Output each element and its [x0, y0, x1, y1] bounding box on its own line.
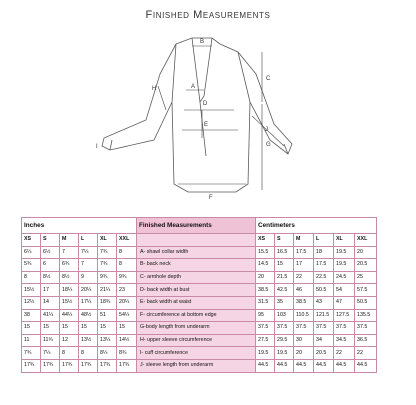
inches-value: 13¼	[98, 334, 117, 347]
centimeters-value: 30	[294, 334, 314, 347]
inches-value: 11¾	[41, 334, 60, 347]
inches-value: 17¾	[22, 359, 41, 372]
size-cell: L	[79, 234, 98, 247]
inches-value: 48½	[79, 309, 98, 322]
centimeters-value: 20.5	[355, 259, 377, 272]
inches-value: 17¾	[60, 359, 79, 372]
centimeters-value: 42.5	[275, 284, 294, 297]
centimeters-value: 103	[275, 309, 294, 322]
centimeters-value: 37.5	[355, 322, 377, 335]
inches-value: 20¼	[79, 284, 98, 297]
centimeters-value: 37.5	[275, 322, 294, 335]
table-row	[22, 296, 377, 309]
finished-measurements-header: Finished Measurements	[137, 218, 256, 234]
inches-value: 15	[22, 322, 41, 335]
table-row	[22, 271, 377, 284]
centimeters-value: 44.5	[256, 359, 275, 372]
centimeters-value: 20	[294, 347, 314, 360]
inches-value: 12½	[22, 296, 41, 309]
table-row	[22, 334, 377, 347]
inches-value: 15	[98, 322, 117, 335]
centimeters-value: 95	[256, 309, 275, 322]
inches-value: 14	[41, 296, 60, 309]
centimeters-value: 16.5	[275, 246, 294, 259]
measurement-label: A- shawl collar width	[137, 246, 256, 259]
measurement-label: H- upper sleeve circumference	[137, 334, 256, 347]
table-row	[22, 322, 377, 335]
table-row	[22, 347, 377, 360]
size-cell: XL	[334, 234, 355, 247]
inches-value: 54¼	[117, 309, 137, 322]
inches-value: 17¾	[41, 359, 60, 372]
size-cell: XL	[98, 234, 117, 247]
inches-value: 15	[60, 322, 79, 335]
centimeters-value: 19.5	[256, 347, 275, 360]
centimeters-value: 44.5	[294, 359, 314, 372]
inches-value: 23	[117, 284, 137, 297]
measurement-label: C- armhole depth	[137, 271, 256, 284]
centimeters-value: 44.5	[355, 359, 377, 372]
centimeters-value: 34.5	[334, 334, 355, 347]
inches-value: 9	[79, 271, 98, 284]
size-cell: M	[294, 234, 314, 247]
inches-value: 17¼	[79, 296, 98, 309]
centimeters-value: 17.5	[314, 259, 334, 272]
centimeters-value: 44.5	[314, 359, 334, 372]
table-row	[22, 359, 377, 372]
inches-header: Inches	[22, 218, 137, 234]
inches-value: 8½	[41, 271, 60, 284]
centimeters-value: 38.5	[294, 296, 314, 309]
inches-value: 7¾	[22, 347, 41, 360]
centimeters-value: 19.5	[334, 259, 355, 272]
size-cell: XXL	[355, 234, 377, 247]
centimeters-value: 46	[294, 284, 314, 297]
inches-value: 44¼	[60, 309, 79, 322]
inches-value: 17¾	[79, 359, 98, 372]
measurement-label: E- back width at waist	[137, 296, 256, 309]
size-label-spacer	[137, 234, 256, 247]
centimeters-value: 21.5	[275, 271, 294, 284]
centimeters-value: 37.5	[256, 322, 275, 335]
inches-value: 20¼	[117, 296, 137, 309]
centimeters-value: 20	[355, 246, 377, 259]
garment-schematic	[88, 34, 338, 206]
centimeters-value: 121.5	[314, 309, 334, 322]
centimeters-value: 31.5	[256, 296, 275, 309]
centimeters-value: 22	[334, 347, 355, 360]
table-header-row	[22, 218, 377, 234]
inches-value: 15½	[22, 284, 41, 297]
inches-value: 9¾	[98, 271, 117, 284]
centimeters-value: 37.5	[334, 322, 355, 335]
sizes-row	[22, 234, 377, 247]
page-title: Finished Measurements	[145, 9, 271, 21]
inches-value: 21¼	[98, 284, 117, 297]
centimeters-value: 27.5	[256, 334, 275, 347]
measurement-label: J- sleeve length from underarm	[137, 359, 256, 372]
centimeters-value: 37.5	[314, 322, 334, 335]
inches-value: 51	[98, 309, 117, 322]
inches-value: 17	[41, 284, 60, 297]
inches-value: 8¼	[98, 347, 117, 360]
inches-value: 8	[117, 259, 137, 272]
size-cell: XXL	[117, 234, 137, 247]
centimeters-value: 135.5	[355, 309, 377, 322]
table-row	[22, 246, 377, 259]
table-row	[22, 309, 377, 322]
inches-value: 7¼	[79, 246, 98, 259]
inches-value: 7¼	[41, 347, 60, 360]
inches-value: 7¾	[98, 259, 117, 272]
diagram-letter: G	[266, 142, 271, 148]
diagram-letter: J	[265, 127, 268, 133]
diagram-letter: D	[203, 101, 208, 107]
centimeters-value: 25	[355, 271, 377, 284]
centimeters-value: 22	[355, 347, 377, 360]
inches-value: 9¾	[117, 271, 137, 284]
inches-value: 38	[22, 309, 41, 322]
centimeters-value: 37.5	[294, 322, 314, 335]
diagram-letter: I	[96, 144, 98, 150]
measurement-label: G-body length from underarm	[137, 322, 256, 335]
measurement-label: I- cuff circumference	[137, 347, 256, 360]
inches-value: 7	[60, 246, 79, 259]
inches-value: 6½	[41, 246, 60, 259]
centimeters-value: 17	[294, 259, 314, 272]
centimeters-value: 14.5	[256, 259, 275, 272]
inches-value: 17¾	[98, 359, 117, 372]
inches-value: 8	[22, 271, 41, 284]
centimeters-value: 20	[256, 271, 275, 284]
measurement-label: F- circumference at bottom edge	[137, 309, 256, 322]
inches-value: 8	[60, 347, 79, 360]
measurements-table	[21, 217, 377, 373]
inches-value: 13½	[79, 334, 98, 347]
centimeters-value: 29.5	[275, 334, 294, 347]
centimeters-value: 47	[334, 296, 355, 309]
inches-value: 15	[79, 322, 98, 335]
inches-value: 14½	[117, 334, 137, 347]
centimeters-value: 19.5	[334, 246, 355, 259]
inches-value: 8¾	[117, 347, 137, 360]
diagram-letter: E	[204, 122, 209, 128]
inches-value: 18¼	[60, 284, 79, 297]
centimeters-value: 35	[275, 296, 294, 309]
centimeters-value: 15.5	[256, 246, 275, 259]
diagram-letter: F	[209, 195, 213, 201]
centimeters-value: 19.5	[275, 347, 294, 360]
centimeters-value: 44.5	[275, 359, 294, 372]
inches-value: 15	[117, 322, 137, 335]
inches-value: 18¾	[98, 296, 117, 309]
centimeters-value: 50.5	[314, 284, 334, 297]
inches-value: 7	[79, 259, 98, 272]
inches-value: 6¼	[22, 246, 41, 259]
diagram-letter: H	[152, 86, 157, 92]
inches-value: 41¼	[41, 309, 60, 322]
centimeters-value: 43	[314, 296, 334, 309]
inches-value: 11	[22, 334, 41, 347]
centimeters-value: 38.5	[256, 284, 275, 297]
centimeters-value: 34	[314, 334, 334, 347]
centimeters-value: 20.5	[314, 347, 334, 360]
size-cell: M	[60, 234, 79, 247]
inches-value: 8	[117, 246, 137, 259]
centimeters-value: 17.5	[294, 246, 314, 259]
size-cell: S	[275, 234, 294, 247]
inches-value: 15	[41, 322, 60, 335]
centimeters-header: Centimeters	[256, 218, 377, 234]
size-cell: L	[314, 234, 334, 247]
inches-value: 7¾	[98, 246, 117, 259]
diagram-letter: C	[266, 76, 271, 82]
inches-value: 8	[79, 347, 98, 360]
inches-value: 6	[41, 259, 60, 272]
centimeters-value: 22	[294, 271, 314, 284]
table-row	[22, 259, 377, 272]
inches-value: 8½	[60, 271, 79, 284]
inches-value: 15½	[60, 296, 79, 309]
centimeters-value: 18	[314, 246, 334, 259]
centimeters-value: 22.5	[314, 271, 334, 284]
centimeters-value: 44.5	[334, 359, 355, 372]
centimeters-value: 15	[275, 259, 294, 272]
size-cell: XS	[22, 234, 41, 247]
inches-value: 17¾	[117, 359, 137, 372]
size-cell: S	[41, 234, 60, 247]
centimeters-value: 50.5	[355, 296, 377, 309]
centimeters-value: 57.5	[355, 284, 377, 297]
inches-value: 5¾	[22, 259, 41, 272]
centimeters-value: 110.5	[294, 309, 314, 322]
inches-value: 12	[60, 334, 79, 347]
centimeters-value: 127.5	[334, 309, 355, 322]
centimeters-value: 36.5	[355, 334, 377, 347]
centimeters-value: 54	[334, 284, 355, 297]
inches-value: 6¾	[60, 259, 79, 272]
diagram-letter: A	[191, 84, 196, 90]
table-row	[22, 284, 377, 297]
measurement-label: B- back neck	[137, 259, 256, 272]
measurement-label: D- back width at bust	[137, 284, 256, 297]
size-cell: XS	[256, 234, 275, 247]
diagram-letter: B	[200, 39, 205, 45]
centimeters-value: 24.5	[334, 271, 355, 284]
